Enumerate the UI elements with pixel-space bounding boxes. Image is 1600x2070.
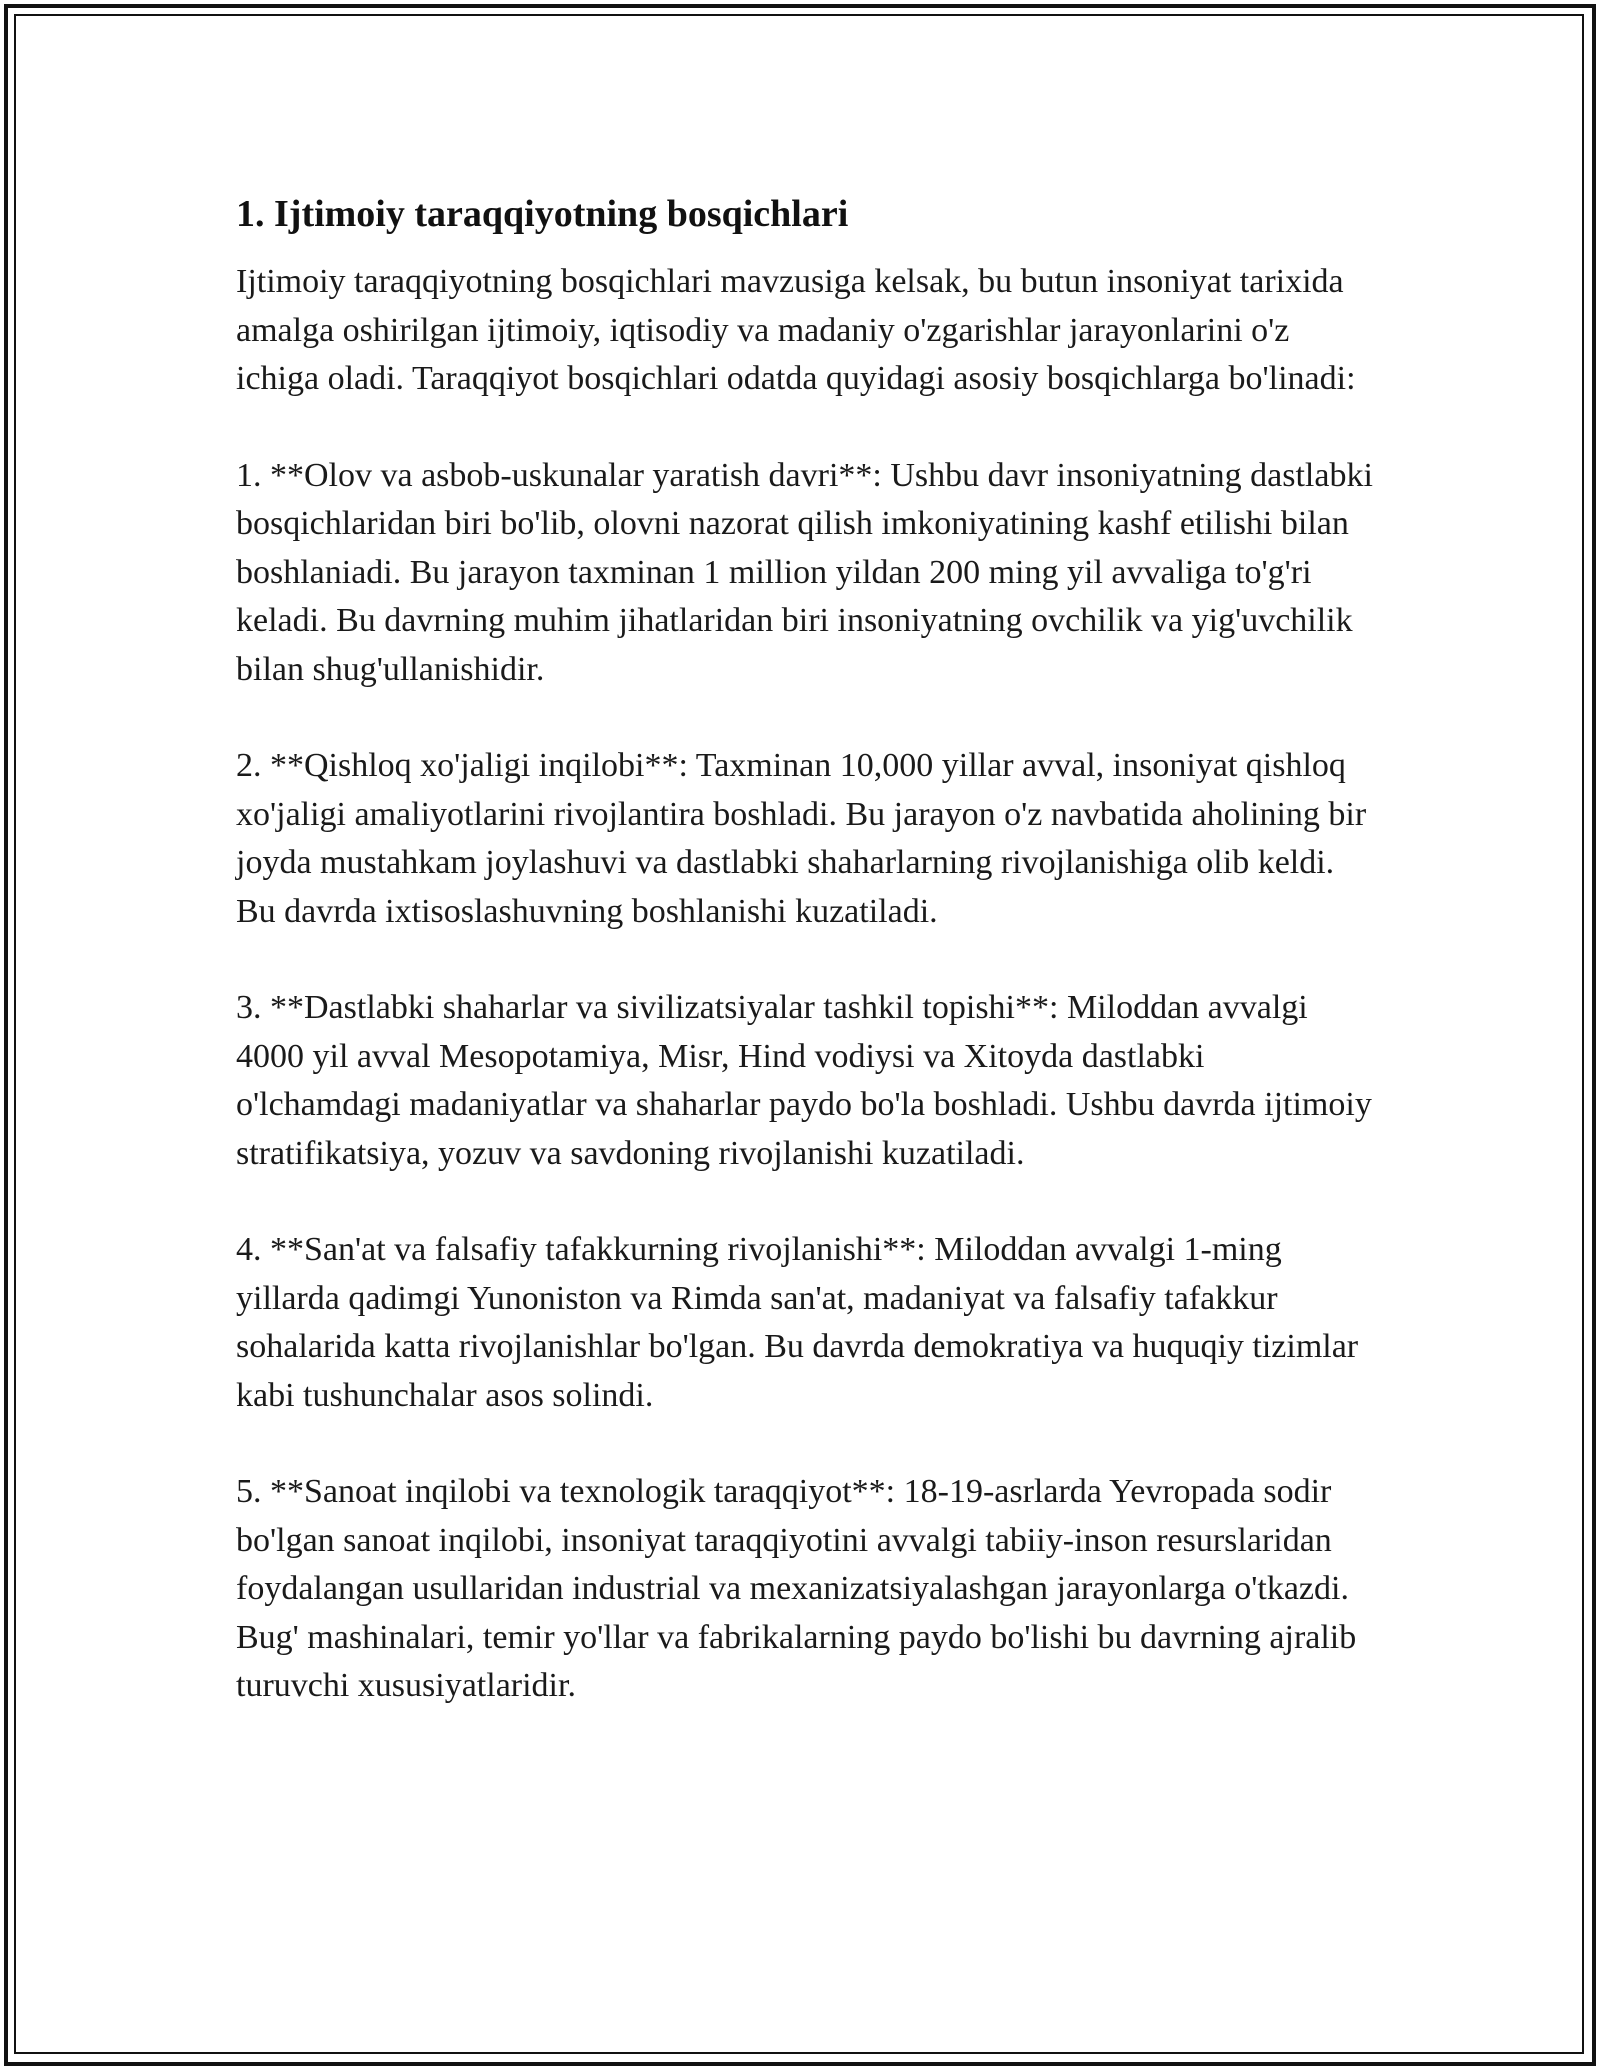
paragraph-stage-2: 2. **Qishloq xo'jaligi inqilobi**: Taxminan 10,000 yillar avval, insoniyat qishloq xo'jaligi amaliyotlarini rivojlantira boshladi. Bu jarayon o'z navbatida aholining bir joyda mustahkam joylashuvi va dastlabki shaharlarning rivojlanishiga olib keldi. Bu davrda ixtisoslashuvning boshlanishi kuzatiladi. [236, 747, 1367, 930]
paragraph-stage-5: 5. **Sanoat inqilobi va texnologik taraqqiyot**: 18-19-asrlarda Yevropada sodir bo'lgan sanoat inqilobi, insoniyat taraqqiyotini avvalgi tabiiy-inson resurslaridan foydalangan usullaridan industrial va mexanizatsiyalashgan jarayonlarga o'tkazdi. Bug' mashinalari, temir yo'llar va fabrikalarning paydo bo'lishi bu davrning ajralib turuvchi xususiyatlaridir. [236, 1473, 1357, 1704]
paragraph-stage-3: 3. **Dastlabki shaharlar va sivilizatsiyalar tashkil topishi**: Miloddan avvalgi 4000 yil avval Mesopotamiya, Misr, Hind vodiysi va Xitoyda dastlabki o'lchamdagi madaniyatlar va shaharlar paydo bo'la boshladi. Ushbu davrda ijtimoiy stratifikatsiya, yozuv va savdoning rivojlanishi kuzatiladi. [236, 989, 1372, 1172]
paragraph-stage-4: 4. **San'at va falsafiy tafakkurning rivojlanishi**: Miloddan avvalgi 1-ming yillarda qadimgi Yunoniston va Rimda san'at, madaniyat va falsafiy tafakkur sohalarida katta rivojlanishlar bo'lgan. Bu davrda demokratiya va huquqiy tizimlar kabi tushunchalar asos solindi. [236, 1231, 1359, 1414]
intro-paragraph: Ijtimoiy taraqqiyotning bosqichlari mavzusiga kelsak, bu butun insoniyat tarixida amalga oshirilgan ijtimoiy, iqtisodiy va madaniy o'zgarishlar jarayonlarini o'z ichiga oladi. Taraqqiyot bosqichlari odatda quyidagi asosiy bosqichlarga bo'linadi: [236, 263, 1356, 397]
paragraph-stage-1: 1. **Olov va asbob-uskunalar yaratish davri**: Ushbu davr insoniyatning dastlabki bosqichlaridan biri bo'lib, olovni nazorat qilish imkoniyatining kashf etilishi bilan boshlaniadi. Bu jarayon taxminan 1 million yildan 200 ming yil avvaliga to'g'ri keladi. Bu davrning muhim jihatlaridan biri insoniyatning ovchilik va yig'uvchilik bilan shug'ullanishidir. [236, 456, 1373, 688]
section-heading: 1. Ijtimoiy taraqqiyotning bosqichlari [236, 193, 849, 235]
document-body [236, 186, 1376, 1759]
